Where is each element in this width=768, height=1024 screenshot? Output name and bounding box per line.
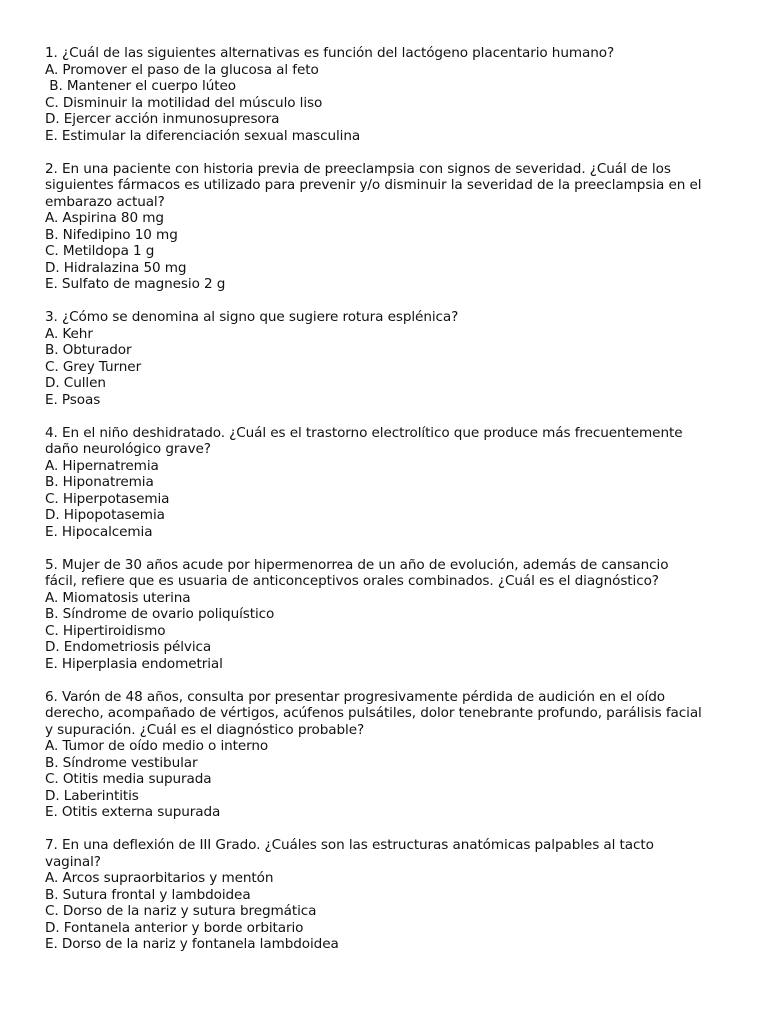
answer-option-c: C. Disminuir la motilidad del músculo liso — [45, 94, 323, 111]
question-6 — [45, 689, 735, 821]
question-prompt: y supuración. ¿Cuál es el diagnóstico probable? — [45, 721, 365, 738]
answer-option-a: A. Hipernatremia — [45, 457, 159, 474]
question-prompt: vaginal? — [45, 853, 101, 870]
answer-option-e: E. Sulfato de magnesio 2 g — [45, 276, 226, 292]
answer-option-e: E. Psoas — [45, 391, 101, 408]
question-prompt: 1. ¿Cuál de las siguientes alternativas es función del lactógeno placentario humano? — [45, 45, 615, 61]
answer-option-a: A. Miomatosis uterina — [45, 589, 191, 606]
question-prompt: 6. Varón de 48 años, consulta por presentar progresivamente pérdida de audición en el oído — [45, 688, 665, 705]
question-prompt: embarazo actual? — [45, 193, 165, 210]
question-4 — [45, 425, 735, 541]
question-prompt: 3. ¿Cómo se denomina al signo que sugiere rotura esplénica? — [45, 309, 459, 325]
answer-option-b: B. Hiponatremia — [45, 474, 154, 490]
answer-option-a: A. Kehr — [45, 325, 93, 342]
answer-option-b: B. Nifedipino 10 mg — [45, 226, 178, 243]
answer-option-c: C. Hipertiroidismo — [45, 622, 166, 639]
answer-option-d: D. Hidralazina 50 mg — [45, 259, 187, 276]
question-5 — [45, 557, 735, 673]
answer-option-b: B. Sutura frontal y lambdoidea — [45, 886, 251, 903]
answer-option-c: C. Metildopa 1 g — [45, 243, 155, 259]
question-prompt: fácil, refiere que es usuaria de anticonceptivos orales combinados. ¿Cuál es el diagnóstico? — [45, 573, 659, 589]
answer-option-c: C. Hiperpotasemia — [45, 490, 170, 507]
question-7 — [45, 837, 735, 953]
answer-option-e: E. Estimular la diferenciación sexual masculina — [45, 127, 361, 144]
answer-option-e: E. Hipocalcemia — [45, 523, 153, 540]
answer-option-e: E. Otitis externa supurada — [45, 804, 221, 820]
answer-option-a: A. Tumor de oído medio o interno — [45, 738, 269, 754]
question-1 — [45, 45, 735, 144]
answer-option-d: D. Fontanela anterior y borde orbitario — [45, 919, 304, 936]
answer-option-d: D. Ejercer acción inmunosupresora — [45, 111, 280, 127]
question-2 — [45, 161, 735, 293]
question-prompt: derecho, acompañado de vértigos, acúfenos pulsátiles, dolor tenebrante profundo, parálisis facial — [45, 705, 702, 721]
answer-option-e: E. Dorso de la nariz y fontanela lambdoidea — [45, 936, 339, 952]
question-prompt: siguientes fármacos es utilizado para prevenir y/o disminuir la severidad de la preeclampsia en el — [45, 177, 702, 193]
answer-option-a: A. Promover el paso de la glucosa al feto — [45, 61, 319, 78]
question-list — [45, 45, 735, 969]
answer-option-d: D. Cullen — [45, 375, 106, 391]
answer-option-d: D. Laberintitis — [45, 787, 139, 804]
question-prompt: 5. Mujer de 30 años acude por hipermenorrea de un año de evolución, además de cansancio — [45, 556, 669, 573]
answer-option-c: C. Otitis media supurada — [45, 771, 212, 787]
answer-option-e: E. Hiperplasia endometrial — [45, 655, 223, 672]
answer-option-b: B. Obturador — [45, 342, 132, 358]
answer-option-d: D. Endometriosis pélvica — [45, 639, 212, 655]
answer-option-c: C. Grey Turner — [45, 358, 142, 375]
question-prompt: 4. En el niño deshidratado. ¿Cuál es el trastorno electrolítico que produce más frecuentemente — [45, 424, 683, 441]
question-prompt: 2. En una paciente con historia previa de preeclampsia con signos de severidad. ¿Cuál de los — [45, 160, 671, 177]
question-prompt: 7. En una deflexión de III Grado. ¿Cuáles son las estructuras anatómicas palpables al tacto — [45, 837, 654, 853]
answer-option-a: A. Aspirina 80 mg — [45, 210, 164, 226]
answer-option-b: B. Síndrome de ovario poliquístico — [45, 606, 275, 622]
question-prompt: daño neurológico grave? — [45, 441, 211, 457]
question-3 — [45, 309, 735, 408]
answer-option-d: D. Hipopotasemia — [45, 507, 165, 523]
answer-option-b: B. Síndrome vestibular — [45, 754, 198, 771]
answer-option-c: C. Dorso de la nariz y sutura bregmática — [45, 903, 317, 919]
answer-option-b: B. Mantener el cuerpo lúteo — [45, 78, 236, 94]
answer-option-a: A. Arcos supraorbitarios y mentón — [45, 870, 274, 886]
